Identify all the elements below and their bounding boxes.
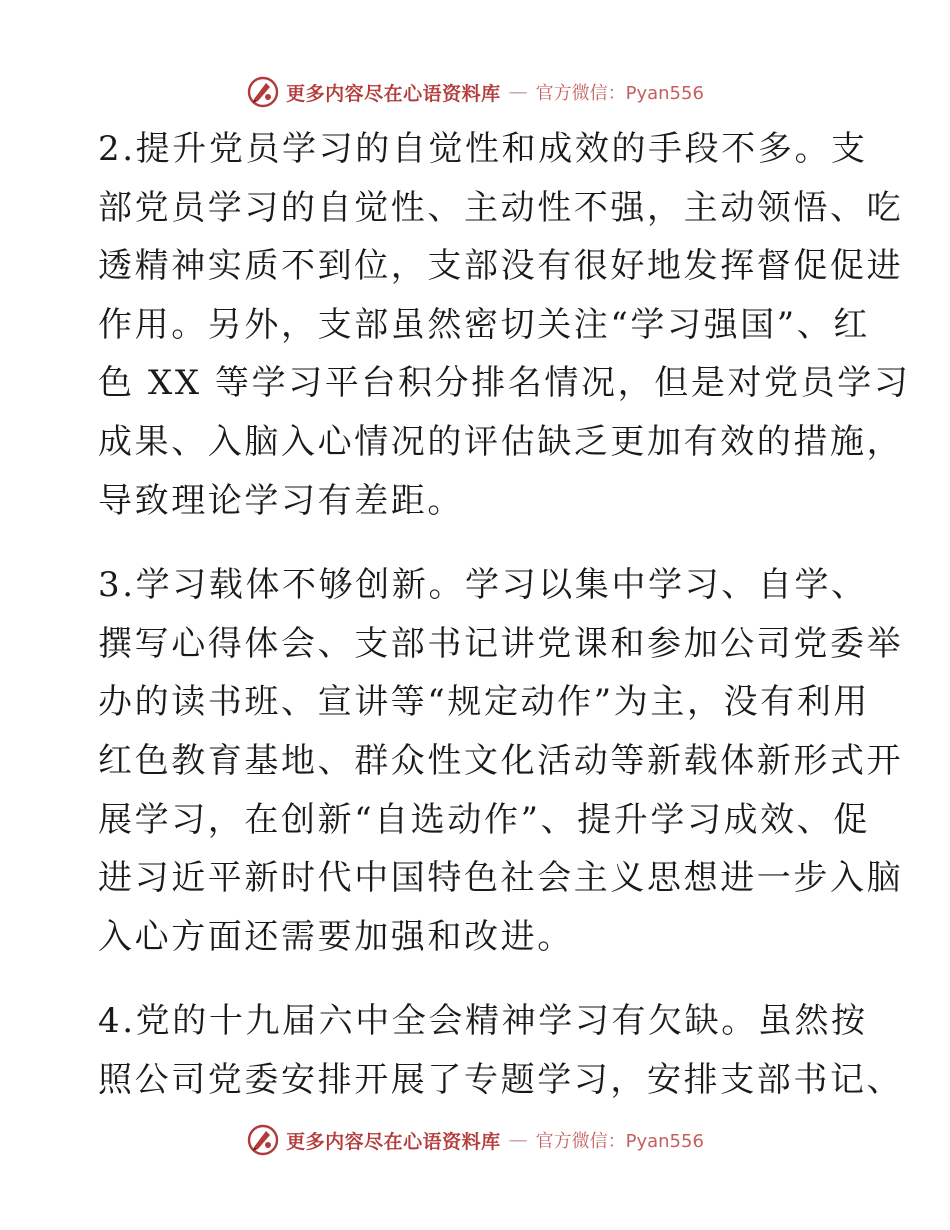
text-line: 成果、入脑入心情况的评估缺乏更加有效的措施，: [98, 421, 904, 462]
text-line: 撰写心得体会、支部书记讲党课和参加公司党委举: [98, 623, 904, 664]
footer-banner: [0, 1120, 950, 1160]
banner-separator: —: [508, 1129, 528, 1151]
wechat-text: 官方微信：Pyan556: [535, 83, 704, 104]
text-line: 导致理论学习有差距。: [98, 480, 464, 521]
paragraph-item-3: [98, 556, 904, 966]
header-banner: [0, 72, 950, 112]
paragraph-item-4: [98, 992, 904, 1109]
text-line: 入心方面还需要加强和改进。: [98, 916, 574, 957]
text-line: 进习近平新时代中国特色社会主义思想进一步入脑: [98, 858, 904, 899]
text-line: 色 XX 等学习平台积分排名情况，但是对党员学习: [98, 363, 911, 404]
text-line: 照公司党委安排开展了专题学习，安排支部书记、: [98, 1059, 904, 1100]
text-line: 4.党的十九届六中全会精神学习有欠缺。虽然按: [98, 1001, 868, 1042]
text-line: 展学习，在创新“自选动作”、提升学习成效、促: [98, 799, 870, 840]
banner-separator: —: [508, 81, 528, 103]
text-line: 2.提升党员学习的自觉性和成效的手段不多。支: [98, 129, 868, 169]
brand-text: 更多内容尽在心语资料库: [286, 82, 501, 105]
text-line: 部党员学习的自觉性、主动性不强，主动领悟、吃: [98, 187, 904, 228]
document-body: [98, 120, 911, 1136]
paragraph-item-2: [98, 120, 911, 530]
tangram-pen-logo-icon: [246, 1123, 280, 1157]
text-line: 作用。另外，支部虽然密切关注“学习强国”、红: [98, 304, 870, 345]
text-line: 透精神实质不到位，支部没有很好地发挥督促促进: [98, 246, 904, 287]
text-line: 办的读书班、宣讲等“规定动作”为主，没有利用: [98, 682, 870, 723]
text-line: 红色教育基地、群众性文化活动等新载体新形式开: [98, 740, 904, 781]
brand-text: 更多内容尽在心语资料库: [286, 1130, 501, 1153]
tangram-pen-logo-icon: [246, 75, 280, 109]
text-line: 3.学习载体不够创新。学习以集中学习、自学、: [98, 565, 868, 606]
wechat-text: 官方微信：Pyan556: [535, 1131, 704, 1152]
